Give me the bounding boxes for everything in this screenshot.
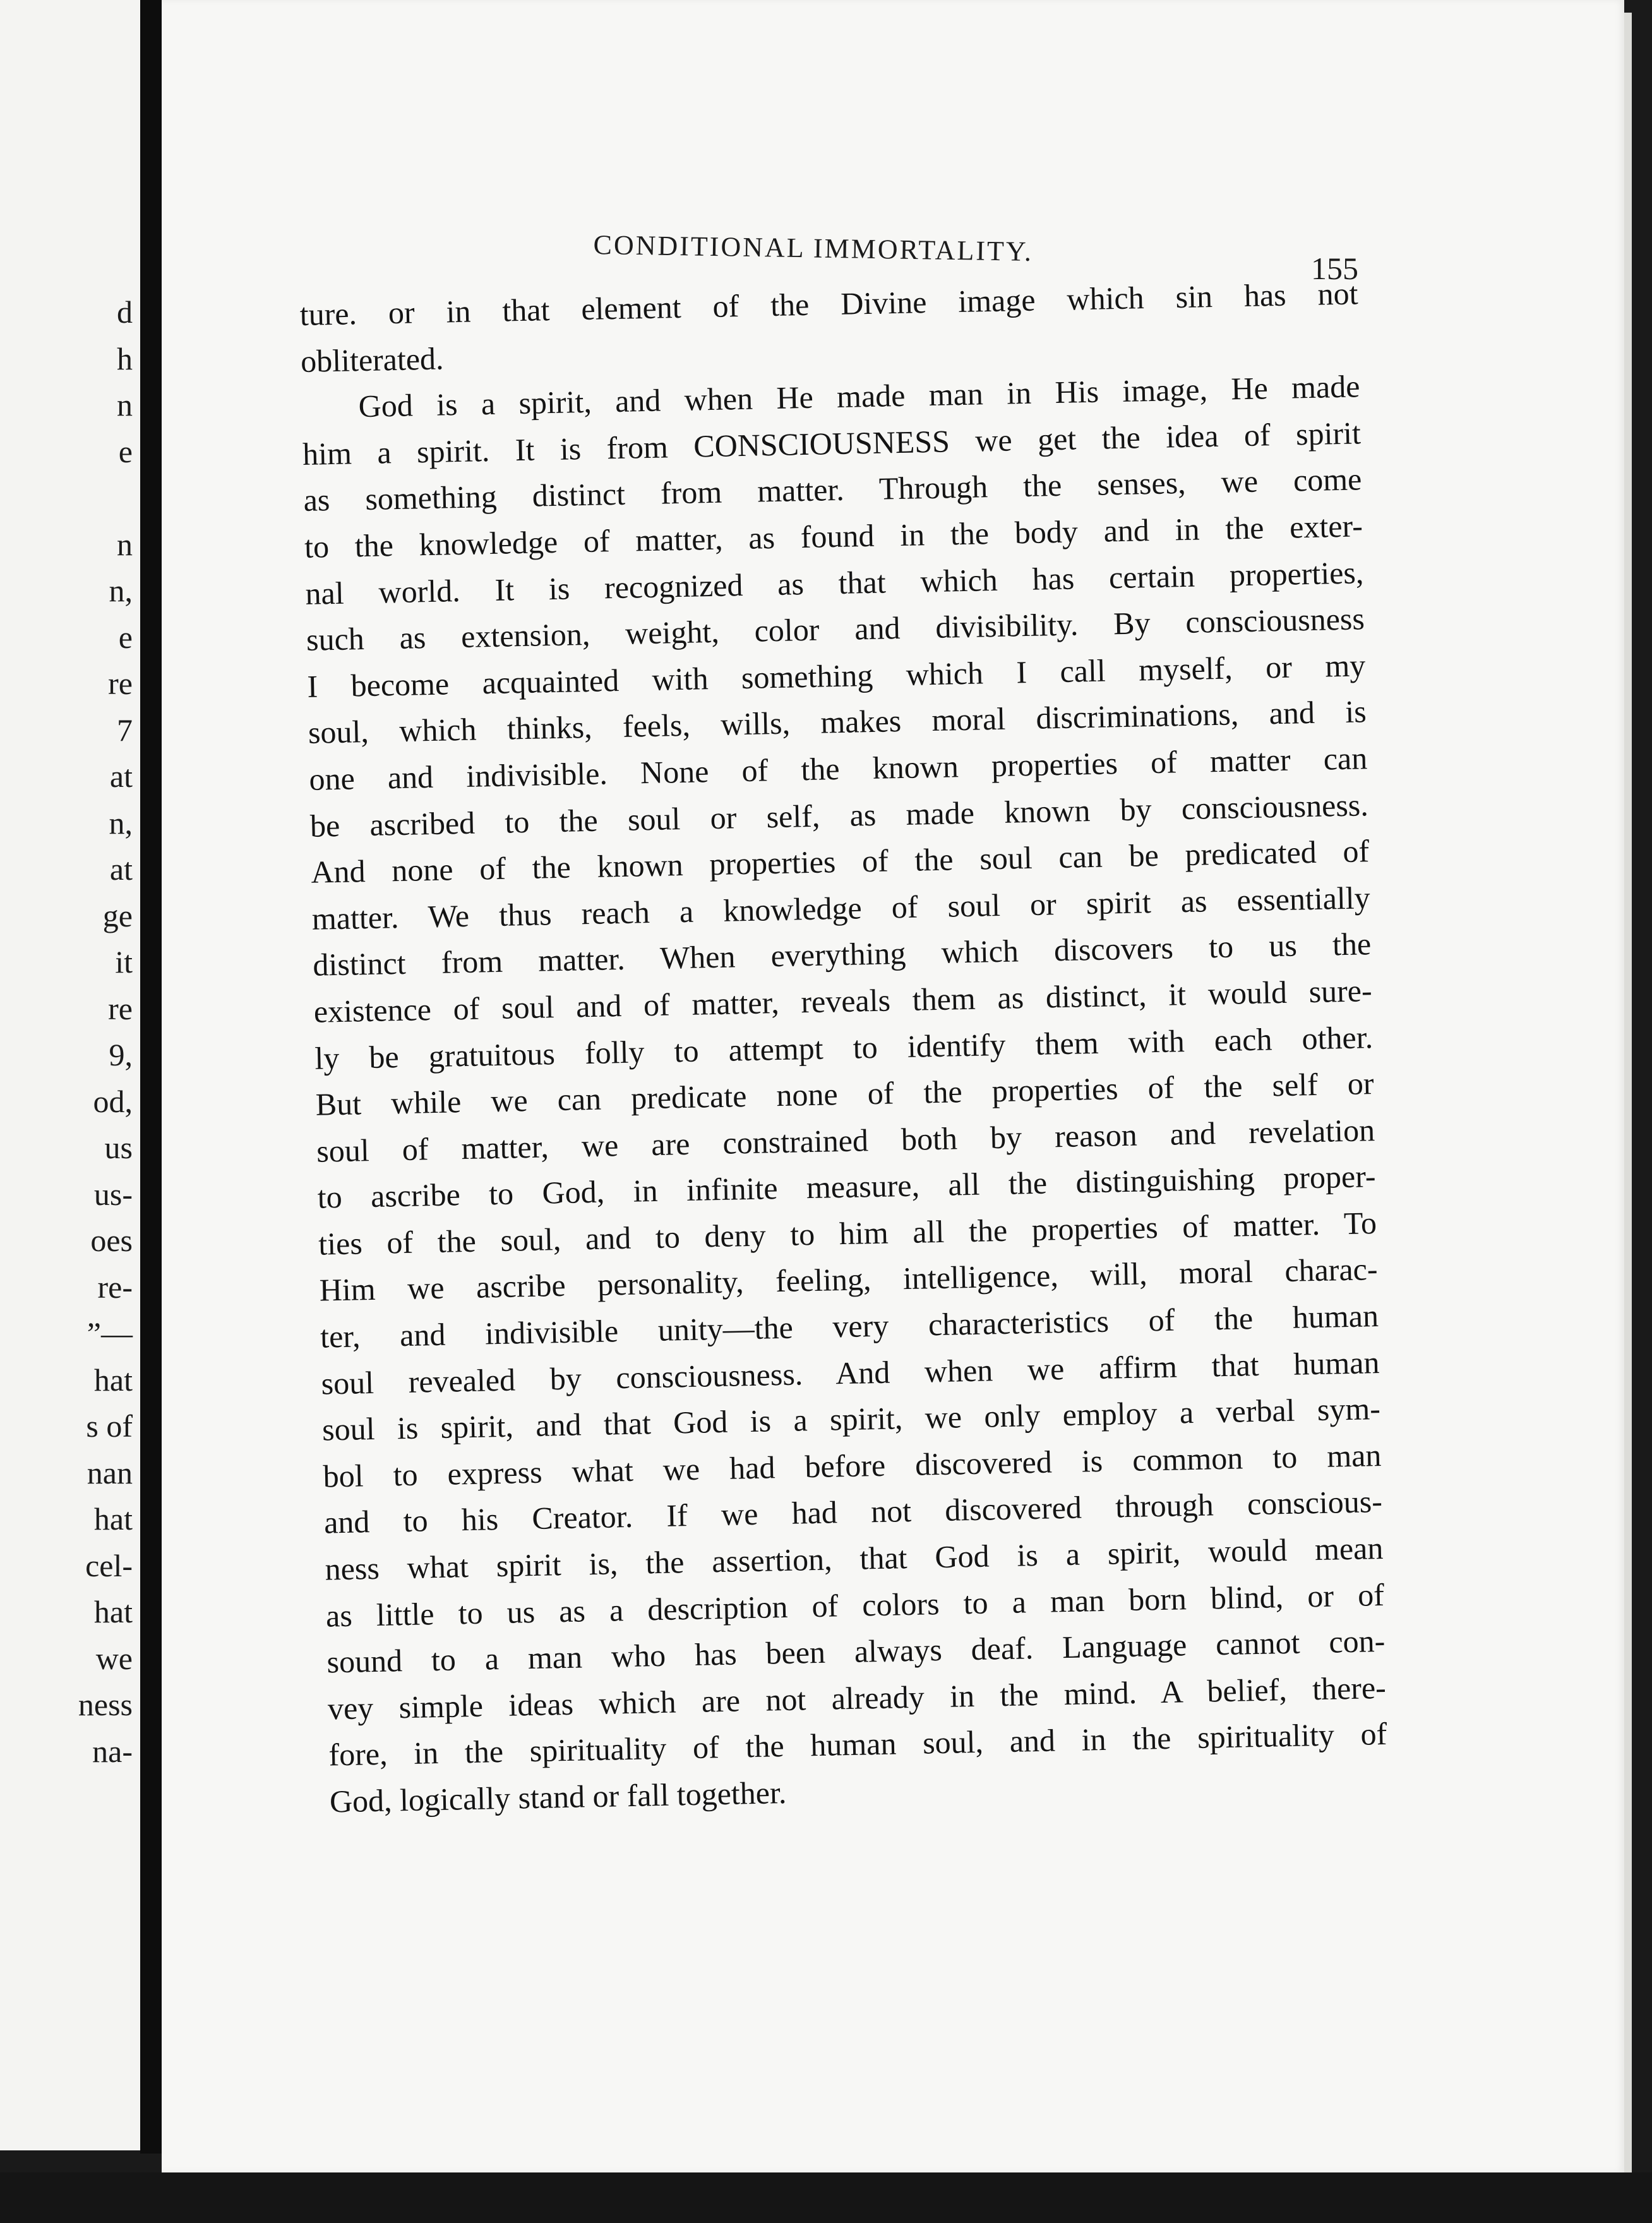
fragment-line: od, <box>93 1083 133 1119</box>
text-line: I become acquainted with something which I call myself, or my <box>306 647 1366 704</box>
text-line: ter, and indivisible unity—the very characteristics of the human <box>320 1298 1379 1355</box>
text-line: one and indivisible. None of the known properties of matter can <box>308 740 1368 797</box>
fragment-line: h <box>117 340 133 376</box>
fragment-line: ”— <box>87 1315 133 1351</box>
text-line: ness what spirit is, the assertion, that God is a spirit, would mean <box>325 1530 1384 1587</box>
fragment-line: us- <box>93 1176 133 1212</box>
fragment-line: hat <box>93 1501 133 1537</box>
fragment-line: nan <box>87 1454 133 1490</box>
text-line: such as extension, weight, color and divisibility. By consciousness <box>306 601 1365 658</box>
fragment-line: re <box>108 990 133 1026</box>
fragment-line: n, <box>109 573 133 608</box>
text-line: him a spirit. It is from CONSCIOUSNESS we get the idea of spirit <box>302 415 1362 472</box>
fragment-line: re <box>108 666 133 701</box>
text-line: soul of matter, we are constrained both by reason and revelation <box>316 1112 1375 1169</box>
text-line: God, logically stand or fall together. <box>329 1775 787 1819</box>
fragment-line: n, <box>109 805 133 841</box>
fragment-line: us <box>104 1130 133 1165</box>
scan-background-strip <box>0 2172 1652 2223</box>
page-number: 155 <box>1311 251 1358 286</box>
text-line: But while we can predicate none of the properties of the self or <box>315 1065 1375 1122</box>
text-line: obliterated. <box>300 340 445 379</box>
text-line: be ascribed to the soul or self, as made known by consciousness. <box>309 786 1369 844</box>
text-line: and to his Creator. If we had not discovered through conscious- <box>323 1483 1383 1541</box>
fragment-line: re- <box>97 1269 133 1305</box>
body-text <box>299 270 1388 1825</box>
fragment-line: it <box>115 944 133 980</box>
facing-page-text-fragments <box>6 289 133 1775</box>
fragment-line: e <box>118 433 133 469</box>
fragment-line: ge <box>102 897 133 933</box>
fragment-line: s of <box>86 1408 133 1444</box>
text-line: ture. or in that element of the Divine image which sin has not <box>299 275 1358 332</box>
fragment-line: e <box>118 619 133 655</box>
fragment-line: hat <box>93 1594 133 1629</box>
fragment-line: cel- <box>85 1547 133 1583</box>
fragment-line: n <box>117 526 133 562</box>
text-line: matter. We thus reach a knowledge of soul or spirit as essentially <box>311 879 1371 937</box>
text-line: ly be gratuitous folly to attempt to identify them with each other. <box>314 1019 1374 1076</box>
book-gutter <box>140 0 162 2154</box>
text-line: existence of soul and of matter, reveals them as distinct, it would sure- <box>313 973 1373 1029</box>
text-line: soul is spirit, and that God is a spirit, we only employ a verbal sym- <box>321 1391 1381 1447</box>
page-edge <box>1624 13 1632 2172</box>
fragment-line: na- <box>92 1733 133 1769</box>
fragment-line: ness <box>78 1687 133 1722</box>
text-line: distinct from matter. When everything which discovers to us the <box>312 926 1372 983</box>
fragment-line: hat <box>93 1362 133 1398</box>
facing-page-left <box>0 0 140 2150</box>
fragment-line: we <box>95 1640 133 1676</box>
running-head: CONDITIONAL IMMORTALITY. <box>593 229 1034 267</box>
text-line: as little to us as a description of colors to a man born blind, or of <box>325 1576 1385 1634</box>
text-line: to ascribe to God, in infinite measure, all the distinguishing proper- <box>317 1158 1377 1215</box>
text-line: ties of the soul, and to deny to him all the properties of matter. To <box>318 1204 1377 1262</box>
fragment-line: 7 <box>117 712 133 748</box>
text-line: bol to express what we had before discovered is common to man <box>323 1437 1382 1494</box>
text-line: Him we ascribe personality, feeling, intelligence, will, moral charac- <box>319 1251 1378 1309</box>
text-line: soul revealed by consciousness. And when we affirm that human <box>321 1344 1380 1401</box>
fragment-line: d <box>117 294 133 330</box>
text-line: God is a spirit, and when He made man in His image, He made <box>358 368 1360 424</box>
fragment-line: at <box>109 851 133 887</box>
fragment-line: n <box>117 387 133 422</box>
text-line: fore, in the spirituality of the human soul, and in the spirituality of <box>328 1716 1387 1773</box>
fragment-line: oes <box>90 1223 133 1258</box>
text-line: vey simple ideas which are not already in the mind. A belief, there- <box>327 1669 1387 1727</box>
fragment-line: 9, <box>109 1037 133 1072</box>
text-line: And none of the known properties of the soul can be predicated of <box>310 833 1370 890</box>
text-line: to the knowledge of matter, as found in the body and in the exter- <box>304 508 1363 565</box>
text-line: as something distinct from matter. Through the senses, we come <box>303 461 1362 518</box>
text-line: sound to a man who has been always deaf. Language cannot con- <box>326 1623 1386 1680</box>
fragment-line <box>6 475 133 522</box>
fragment-line: at <box>109 758 133 794</box>
text-line: nal world. It is recognized as that which has certain properties, <box>305 554 1364 611</box>
text-line: soul, which thinks, feels, wills, makes moral discriminations, and is <box>308 693 1367 751</box>
